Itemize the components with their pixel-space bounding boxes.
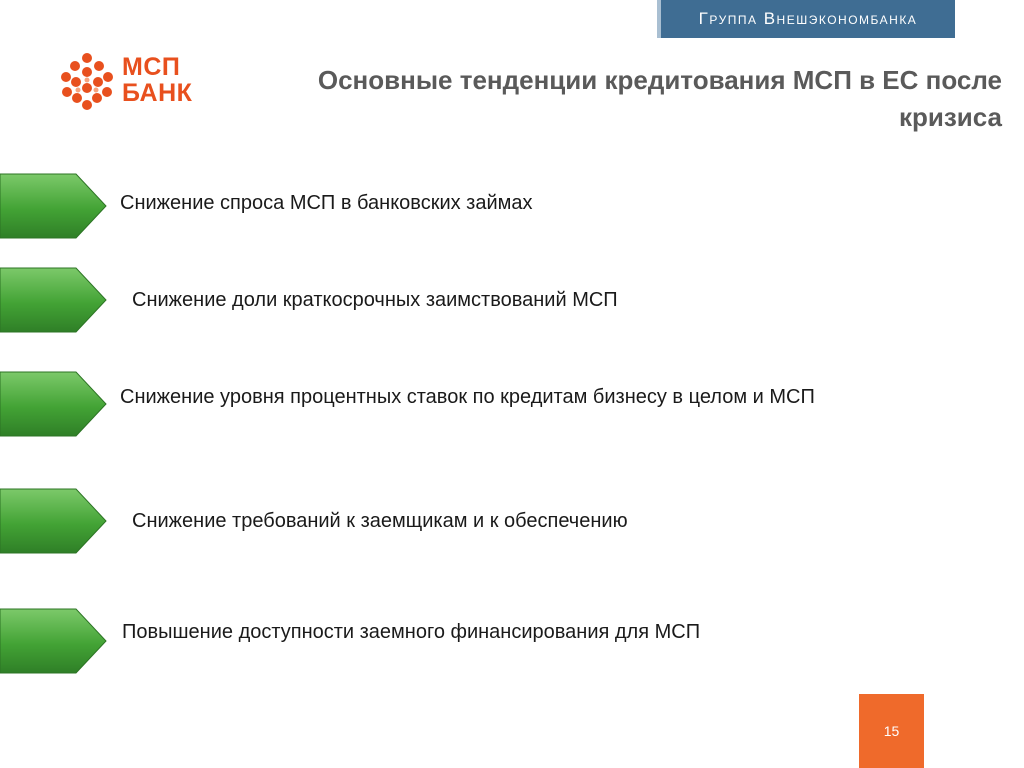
- chevron-arrow-icon: [0, 370, 108, 438]
- bullet-arrow-3: [0, 370, 108, 438]
- pine-cone-icon: [58, 50, 116, 112]
- chevron-arrow-icon: [0, 607, 108, 675]
- chevron-arrow-icon: [0, 487, 108, 555]
- msp-bank-logo: [58, 44, 208, 116]
- bullet-arrow-1: [0, 172, 108, 240]
- bullet-arrow-5: [0, 607, 108, 675]
- chevron-arrow-icon: [0, 266, 108, 334]
- list-item-3: Снижение уровня процентных ставок по кредитам бизнесу в целом и МСП: [120, 386, 815, 408]
- chevron-arrow-icon: [0, 172, 108, 240]
- list-item-4: Снижение требований к заемщикам и к обеспечению: [132, 510, 628, 532]
- page-number-badge: [859, 694, 924, 768]
- logo-line-1: МСП: [122, 53, 181, 81]
- page-number: 15: [883, 723, 900, 739]
- group-label: Группа Внешэкономбанка: [698, 9, 918, 28]
- logo-wordmark: [122, 54, 192, 106]
- bullet-arrow-4: [0, 487, 108, 555]
- list-item-1: Снижение спроса МСП в банковских займах: [120, 192, 533, 214]
- list-item-5: Повышение доступности заемного финансирования для МСП: [122, 621, 701, 643]
- group-banner: [657, 0, 955, 38]
- list-item-2: Снижение доли краткосрочных заимствований МСП: [132, 289, 618, 311]
- bullet-arrow-2: [0, 266, 108, 334]
- slide-title: Основные тенденции кредитования МСП в ЕС после кризиса: [317, 65, 1002, 132]
- logo-line-2: БАНК: [122, 79, 193, 107]
